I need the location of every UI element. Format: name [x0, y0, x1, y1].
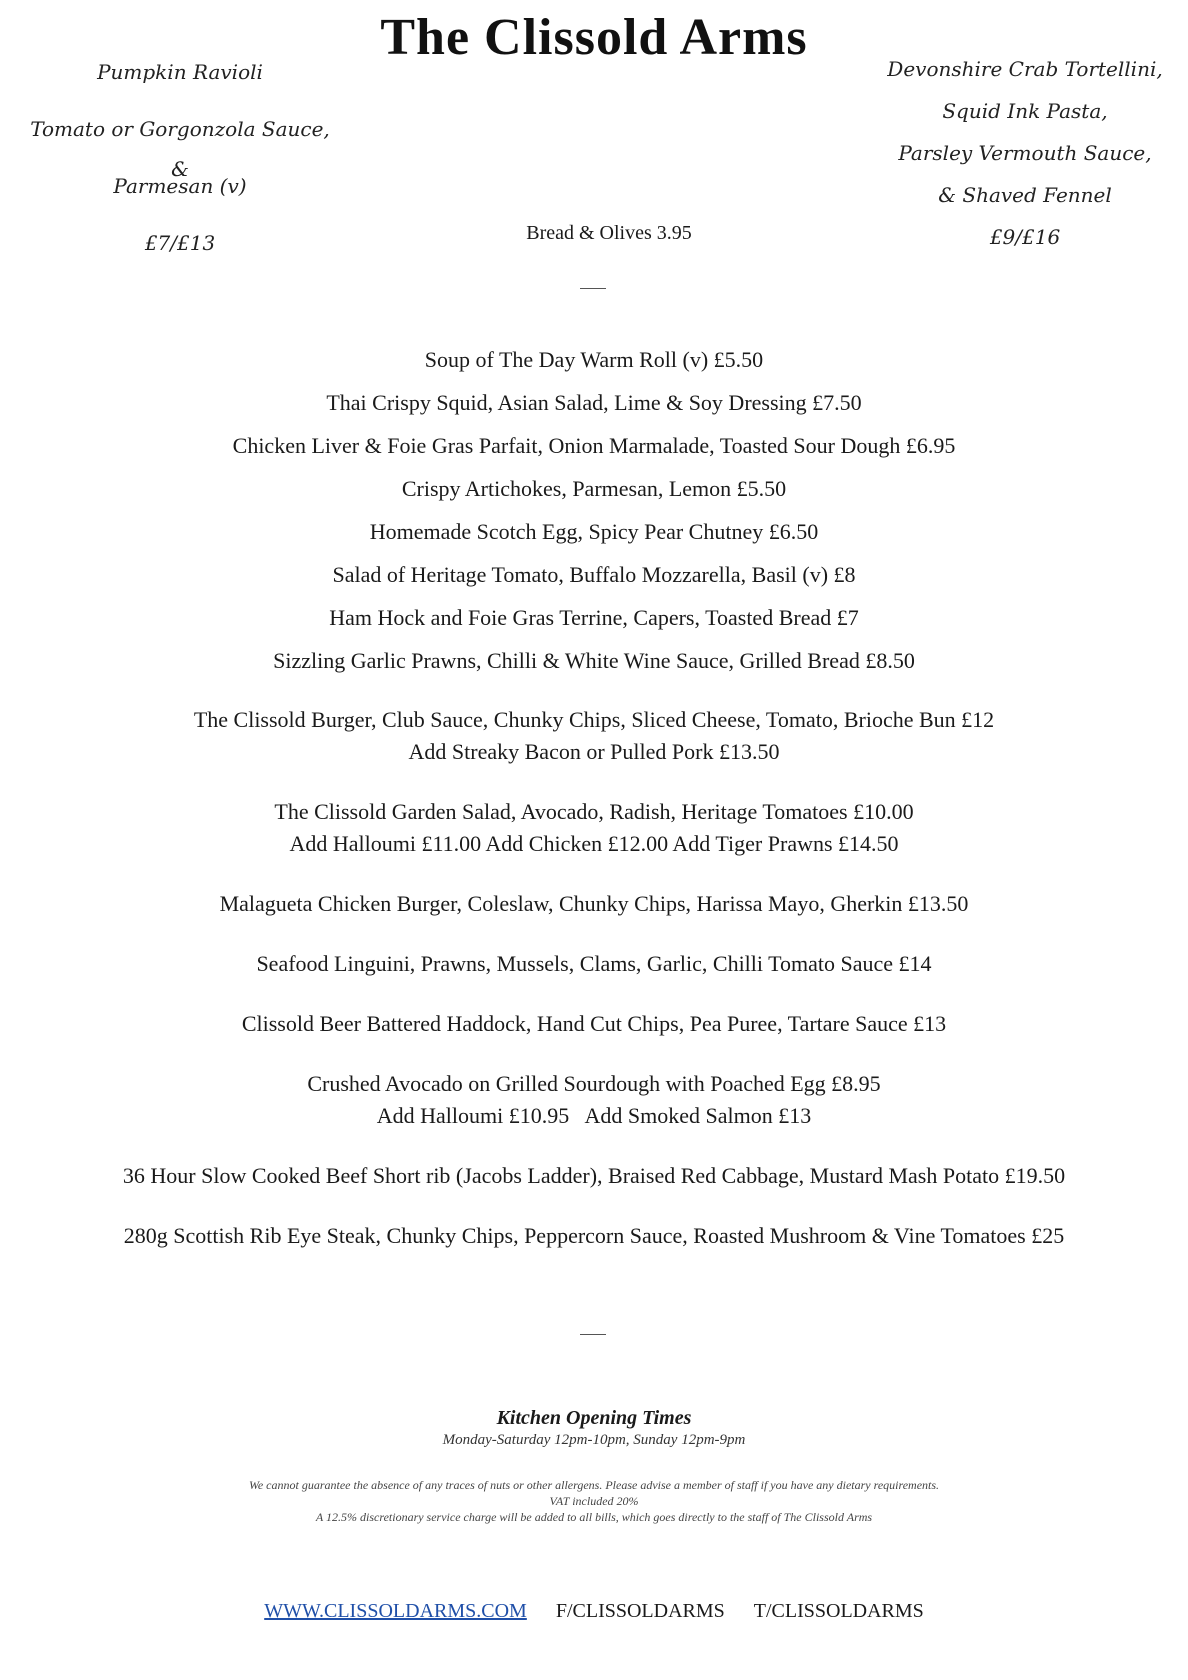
menu-list: [0, 338, 1188, 1252]
special-right-pasta: Squid Ink Pasta,: [942, 99, 1108, 123]
menu-item: Sizzling Garlic Prawns, Chilli & White Wine Sauce, Grilled Bread £8.50: [273, 648, 915, 673]
menu-item: Crispy Artichokes, Parmesan, Lemon £5.50: [401, 476, 787, 501]
menu-item: Ham Hock and Foie Gras Terrine, Capers, Toasted Bread £7: [329, 605, 859, 630]
menu-item-addon: Add Halloumi £10.95 Add Smoked Salmon £13: [376, 1103, 812, 1128]
menu-item: The Clissold Burger, Club Sauce, Chunky Chips, Sliced Cheese, Tomato, Brioche Bun £12: [193, 707, 995, 732]
special-right-sauce: Parsley Vermouth Sauce,: [898, 141, 1152, 165]
twitter-handle: T/CLISSOLDARMS: [753, 1600, 924, 1622]
menu-item-addon: Add Streaky Bacon or Pulled Pork £13.50: [408, 739, 780, 764]
menu-item: Crushed Avocado on Grilled Sourdough with Poached Egg £8.95: [307, 1071, 881, 1096]
kitchen-heading: Kitchen Opening Times: [496, 1407, 692, 1429]
service-charge-note: A 12.5% discretionary service charge will be added to all bills, which goes directly to the staff of The Clissold Arms: [315, 1510, 873, 1524]
kitchen-opening-times: [0, 1406, 1188, 1450]
facebook-handle: F/CLISSOLDARMS: [555, 1600, 725, 1622]
footer: [0, 1600, 1188, 1623]
vat-note: VAT included 20%: [549, 1494, 639, 1508]
menu-item-avocado: [0, 1068, 1188, 1132]
menu-item: 280g Scottish Rib Eye Steak, Chunky Chips, Peppercorn Sauce, Roasted Mushroom & Vine Tomatoes £25: [123, 1223, 1065, 1248]
special-right-price: £9/£16: [989, 225, 1061, 249]
website-link[interactable]: WWW.CLISSOLDARMS.COM: [264, 1600, 527, 1622]
menu-item: Chicken Liver & Foie Gras Parfait, Onion Marmalade, Toasted Sour Dough £6.95: [232, 433, 956, 458]
menu-item: Thai Crispy Squid, Asian Salad, Lime & Soy Dressing £7.50: [326, 390, 862, 415]
menu-item: The Clissold Garden Salad, Avocado, Radish, Heritage Tomatoes £10.00: [274, 799, 914, 824]
menu-item-salad: [0, 796, 1188, 860]
menu-item: Salad of Heritage Tomato, Buffalo Mozzarella, Basil (v) £8: [332, 562, 856, 587]
menu-item-addon: Add Halloumi £11.00 Add Chicken £12.00 Add Tiger Prawns £14.50: [289, 831, 899, 856]
menu-item: Soup of The Day Warm Roll (v) £5.50: [424, 347, 764, 372]
menu-item: Homemade Scotch Egg, Spicy Pear Chutney £6.50: [369, 519, 819, 544]
menu-item: 36 Hour Slow Cooked Beef Short rib (Jacobs Ladder), Braised Red Cabbage, Mustard Mash Potato £19.50: [122, 1163, 1066, 1188]
kitchen-times: Monday-Saturday 12pm-10pm, Sunday 12pm-9pm: [442, 1432, 746, 1448]
divider-bottom: [580, 1334, 606, 1335]
bread-and-olives: Bread & Olives 3.95: [526, 222, 692, 244]
special-right-dish: Devonshire Crab Tortellini,: [887, 57, 1163, 81]
divider-top: [580, 288, 606, 289]
restaurant-title: The Clissold Arms: [380, 9, 808, 66]
menu-item: Seafood Linguini, Prawns, Mussels, Clams, Garlic, Chilli Tomato Sauce £14: [256, 951, 932, 976]
special-left-garnish: Parmesan (v): [113, 174, 247, 198]
special-right-garnish: & Shaved Fennel: [938, 183, 1112, 207]
menu-item: Clissold Beer Battered Haddock, Hand Cut Chips, Pea Puree, Tartare Sauce £13: [241, 1011, 947, 1036]
allergen-notes: [0, 1477, 1188, 1525]
special-left-dish: Pumpkin Ravioli: [97, 60, 263, 84]
special-left-price: £7/£13: [144, 231, 216, 255]
allergen-note: We cannot guarantee the absence of any traces of nuts or other allergens. Please advise a member of staff if you have any dietary requirements.: [248, 1478, 940, 1492]
menu-item-burger: [0, 704, 1188, 768]
special-left-sauce: Tomato or Gorgonzola Sauce, &: [30, 117, 330, 181]
menu-item: Malagueta Chicken Burger, Coleslaw, Chunky Chips, Harissa Mayo, Gherkin £13.50: [219, 891, 969, 916]
special-left: [20, 52, 340, 280]
